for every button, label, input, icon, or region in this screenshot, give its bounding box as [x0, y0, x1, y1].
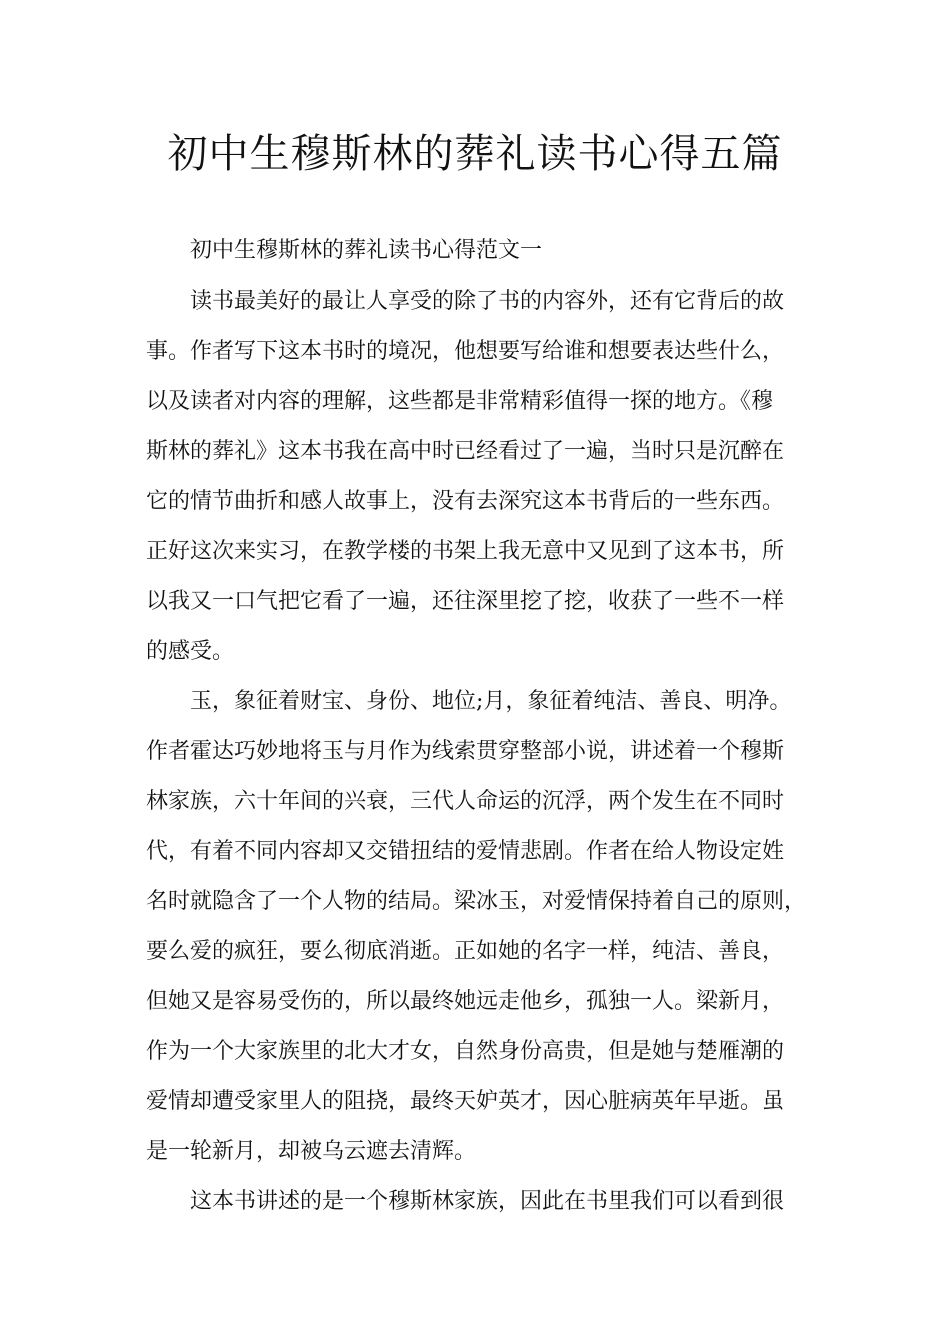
- paragraph-line: 玉，象征着财宝、身份、地位;月，象征着纯洁、善良、明净。: [190, 689, 792, 714]
- paragraph-line: 事。作者写下这本书时的境况，他想要写给谁和想要表达些什么，: [146, 339, 785, 364]
- paragraph-line: 作为一个大家族里的北大才女，自然身份高贵，但是她与楚雁潮的: [146, 1039, 785, 1064]
- paragraph-line: 林家族，六十年间的兴衰，三代人命运的沉浮，两个发生在不同时: [146, 789, 785, 814]
- paragraph-line: 但她又是容易受伤的，所以最终她远走他乡，孤独一人。梁新月，: [146, 989, 785, 1014]
- document-body: [146, 285, 806, 1235]
- paragraph-line: 名时就隐含了一个人物的结局。梁冰玉，对爱情保持着自己的原则，: [146, 889, 807, 914]
- paragraph-line: 读书最美好的最让人享受的除了书的内容外，还有它背后的故: [190, 289, 785, 314]
- paragraph-line: 以我又一口气把它看了一遍，还往深里挖了挖，收获了一些不一样: [146, 589, 785, 614]
- paragraph-line: 它的情节曲折和感人故事上，没有去深究这本书背后的一些东西。: [146, 489, 785, 514]
- paragraph-line: 要么爱的疯狂，要么彻底消逝。正如她的名字一样，纯洁、善良，: [146, 939, 785, 964]
- paragraph-line: 是一轮新月，却被乌云遮去清辉。: [146, 1139, 477, 1164]
- document-title: 初中生穆斯林的葬礼读书心得五篇: [167, 131, 783, 177]
- paragraph-line: 以及读者对内容的理解，这些都是非常精彩值得一探的地方。《穆: [146, 389, 774, 414]
- paragraph-line: 爱情却遭受家里人的阻挠，最终天妒英才，因心脏病英年早逝。虽: [146, 1089, 785, 1114]
- paragraph-line: 这本书讲述的是一个穆斯林家族，因此在书里我们可以看到很: [190, 1189, 785, 1214]
- paragraph-line: 代，有着不同内容却又交错扭结的爱情悲剧。作者在给人物设定姓: [146, 839, 785, 864]
- paragraph-line: 斯林的葬礼》这本书我在高中时已经看过了一遍，当时只是沉醉在: [146, 439, 785, 464]
- paragraph-line: 作者霍达巧妙地将玉与月作为线索贯穿整部小说，讲述着一个穆斯: [146, 739, 785, 764]
- paragraph-line: 正好这次来实习，在教学楼的书架上我无意中又见到了这本书，所: [146, 539, 785, 564]
- section-heading: 初中生穆斯林的葬礼读书心得范文一: [190, 238, 543, 263]
- paragraph-line: 的感受。: [146, 639, 235, 664]
